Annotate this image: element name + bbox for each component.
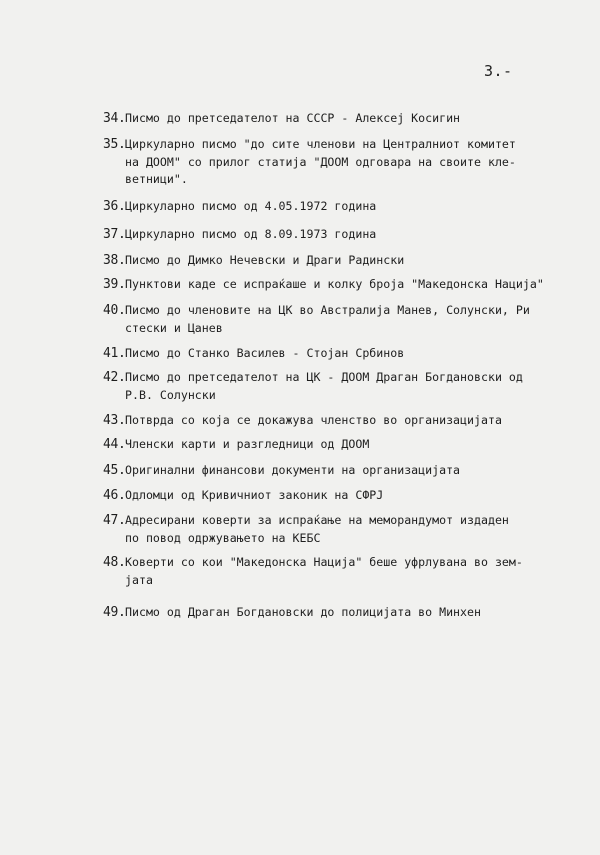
list-item (103, 462, 583, 480)
list-item (103, 252, 583, 270)
item-line (103, 252, 583, 270)
item-text: Писмо од Драган Богдановски до полицијата во Минхен (125, 605, 481, 619)
item-text: Циркуларно писмо "до сите членови на Централниот комитет (125, 137, 516, 151)
list-item (103, 604, 583, 622)
item-text: Писмо до Станко Василев - Стојан Србинов (125, 346, 405, 360)
page-number: 3.- (484, 62, 513, 80)
item-line (103, 171, 583, 189)
item-text: ветници". (125, 172, 188, 186)
item-number: 45. (103, 463, 126, 478)
item-number: 37. (103, 227, 126, 242)
item-text: Р.В. Солунски (125, 387, 216, 402)
list-item (103, 436, 583, 454)
item-line (103, 387, 583, 405)
item-line (103, 276, 583, 294)
list-item (103, 276, 583, 294)
item-number: 40. (103, 303, 126, 318)
item-line (103, 136, 583, 154)
item-line (103, 436, 583, 454)
list-item (103, 345, 583, 363)
item-number: 35. (103, 137, 126, 152)
item-number: 39. (103, 277, 126, 292)
item-text: по повод одржувањето на КЕБС (125, 530, 321, 545)
item-text: Одломци од Кривичниот законик на СФРЈ (125, 488, 384, 502)
item-line (103, 554, 583, 572)
item-text: Циркуларно писмо од 4.05.1972 година (125, 199, 377, 213)
item-number: 47. (103, 513, 126, 528)
item-text: Оригинални финансови документи на организацијата (125, 463, 461, 477)
list-item (103, 369, 583, 404)
item-line (103, 226, 583, 244)
list-item (103, 198, 583, 216)
item-number: 43. (103, 413, 126, 428)
item-line (103, 154, 583, 172)
item-line (103, 345, 583, 363)
item-text: Коверти со кои "Македонска Нација" беше уфрлувана во зем- (125, 555, 523, 569)
list-item (103, 554, 583, 589)
list-item (103, 110, 583, 128)
item-text: Циркуларно писмо од 8.09.1973 година (125, 227, 377, 241)
item-line (103, 369, 583, 387)
list-item (103, 512, 583, 547)
item-number: 49. (103, 605, 126, 620)
item-line (103, 604, 583, 622)
item-text: Писмо до претседателот на ЦК - ДООМ Драган Богдановски од (125, 370, 523, 384)
item-text: Писмо до Димко Нечевски и Драги Радински (125, 253, 405, 267)
item-line (103, 512, 583, 530)
item-number: 44. (103, 437, 126, 452)
item-text: јата (125, 572, 153, 587)
list-item (103, 302, 583, 337)
item-number: 36. (103, 199, 126, 214)
item-number: 46. (103, 488, 126, 503)
item-number: 42. (103, 370, 126, 385)
item-line (103, 110, 583, 128)
list-item (103, 226, 583, 244)
list-item (103, 136, 583, 189)
item-text: стески и Цанев (125, 320, 223, 335)
item-number: 34. (103, 111, 126, 126)
item-number: 41. (103, 346, 126, 361)
item-line (103, 530, 583, 548)
item-line (103, 302, 583, 320)
item-line (103, 462, 583, 480)
item-line (103, 572, 583, 590)
item-text: Адресирани коверти за испраќање на меморандумот издаден (125, 513, 509, 527)
item-number: 48. (103, 555, 126, 570)
item-text: Членски карти и разгледници од ДООМ (125, 437, 370, 451)
item-number: 38. (103, 253, 126, 268)
list-item (103, 487, 583, 505)
item-text: Потврда со која се докажува членство во организацијата (125, 413, 502, 427)
item-text: Писмо до претседателот на СССР - Алексеј Косигин (125, 111, 461, 125)
item-text: Пунктови каде се испраќаше и колку броја "Македонска Нација" (125, 277, 544, 291)
item-line (103, 198, 583, 216)
item-text: на ДООМ" со прилог статија "ДООМ одговара на своите кле- (125, 154, 516, 169)
item-text: Писмо до членовите на ЦК во Австралија Манев, Солунски, Ри (125, 303, 530, 317)
list-item (103, 412, 583, 430)
item-line (103, 487, 583, 505)
item-line (103, 320, 583, 338)
item-line (103, 412, 583, 430)
